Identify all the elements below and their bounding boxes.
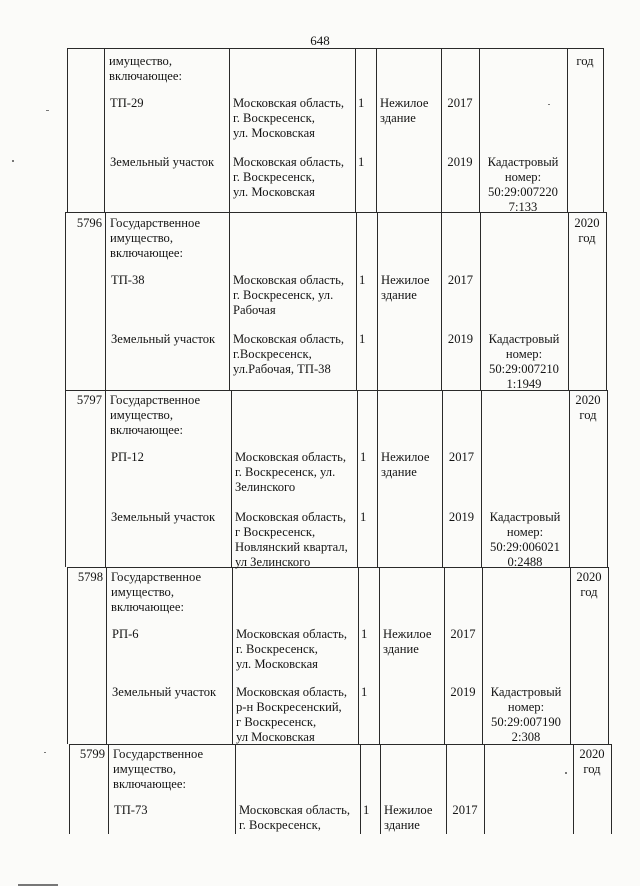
item-address: Московская область, г. Воскресенск, ул. Рабочая — [233, 273, 345, 317]
item-year: 2017 — [452, 803, 478, 817]
column-rule — [356, 212, 357, 390]
column-rule — [380, 744, 381, 834]
scan-speck — [12, 160, 14, 162]
item-year: 2019 — [447, 332, 474, 346]
record-period: 2020 год — [575, 393, 601, 422]
scan-speck — [548, 104, 550, 105]
item-type: Нежилое здание — [381, 273, 430, 302]
column-rule — [358, 567, 359, 744]
column-rule — [379, 567, 380, 744]
scan-speck — [46, 110, 49, 111]
record-period: 2020 год — [576, 570, 602, 599]
item-type: Нежилое здание — [384, 803, 433, 832]
item-quantity: 1 — [361, 627, 368, 641]
column-rule — [229, 212, 230, 390]
item-year: 2017 — [447, 96, 473, 110]
column-rule — [446, 744, 447, 834]
column-rule — [568, 212, 569, 390]
item-quantity: 1 — [363, 803, 370, 817]
item-quantity: 1 — [359, 332, 366, 346]
column-rule — [357, 390, 358, 567]
item-name: Земельный участок — [111, 510, 216, 524]
column-rule — [603, 48, 604, 212]
item-name: Земельный участок — [112, 685, 217, 699]
column-rule — [611, 744, 612, 834]
column-rule — [105, 212, 106, 390]
item-address: Московская область, г. Воскресенск, — [239, 803, 351, 832]
item-year: 2019 — [447, 155, 473, 169]
item-year: 2019 — [448, 510, 475, 524]
page-number: 648 — [310, 33, 330, 48]
item-address: Московская область, г. Воскресенск, ул. Зелинского — [235, 450, 347, 494]
column-rule — [360, 744, 361, 834]
column-rule — [376, 48, 377, 212]
scan-speck — [565, 772, 567, 774]
column-rule — [65, 390, 66, 567]
item-address: Московская область, р-н Воскресенский, г Воскресенск, ул Московская — [236, 685, 348, 744]
column-rule — [479, 48, 480, 212]
column-rule — [569, 390, 570, 567]
item-cadastral: Кадастровый номер: 50:29:007210 1:1949 — [488, 332, 560, 391]
record-period: 2020 год — [574, 216, 600, 245]
column-rule — [570, 567, 571, 744]
column-rule — [104, 48, 105, 212]
column-rule — [67, 48, 68, 212]
item-quantity: 1 — [361, 685, 368, 699]
item-address: Московская область, г. Воскресенск, ул. Московская — [233, 155, 345, 199]
item-name: РП-12 — [111, 450, 144, 464]
item-cadastral: Кадастровый номер: 50:29:006021 0:2488 — [489, 510, 561, 569]
item-year: 2017 — [448, 450, 475, 464]
item-address: Московская область, г. Воскресенск, ул. Московская — [233, 96, 345, 140]
column-rule — [606, 212, 607, 390]
column-rule — [67, 567, 68, 744]
record-header: Государственное имущество, включающее: — [111, 570, 202, 614]
item-name: ТП-73 — [114, 803, 148, 817]
item-address: Московская область, г.Воскресенск, ул.Рабочая, ТП-38 — [233, 332, 345, 376]
column-rule — [567, 48, 568, 212]
item-quantity: 1 — [360, 510, 367, 524]
item-type: Нежилое здание — [383, 627, 432, 656]
column-rule — [232, 567, 233, 744]
column-rule — [573, 744, 574, 834]
record-header: Государственное имущество, включающее: — [110, 216, 201, 260]
column-rule — [482, 567, 483, 744]
item-quantity: 1 — [358, 96, 365, 110]
item-quantity: 1 — [358, 155, 365, 169]
item-year: 2019 — [450, 685, 476, 699]
column-rule — [229, 48, 230, 212]
item-cadastral: Кадастровый номер: 50:29:007190 2:308 — [490, 685, 562, 744]
item-quantity: 1 — [359, 273, 366, 287]
record-number: 5797 — [76, 393, 102, 407]
column-rule — [484, 744, 485, 834]
record-header: Государственное имущество, включающее: — [113, 747, 204, 791]
item-year: 2017 — [447, 273, 474, 287]
item-name: Земельный участок — [110, 155, 215, 169]
record-period: год — [576, 54, 594, 68]
column-rule — [231, 390, 232, 567]
column-rule — [608, 567, 609, 744]
record-number: 5798 — [77, 570, 103, 584]
scan-speck — [44, 752, 46, 753]
column-rule — [235, 744, 236, 834]
item-cadastral: Кадастровый номер: 50:29:007220 7:133 — [487, 155, 559, 214]
table-rule — [67, 48, 603, 49]
column-rule — [355, 48, 356, 212]
record-period: 2020 год — [579, 747, 605, 776]
record-number: 5799 — [79, 747, 105, 761]
record-header: Государственное имущество, включающее: — [110, 393, 201, 437]
column-rule — [481, 390, 482, 567]
column-rule — [607, 390, 608, 567]
item-type: Нежилое здание — [380, 96, 429, 125]
item-year: 2017 — [450, 627, 476, 641]
column-rule — [480, 212, 481, 390]
column-rule — [65, 212, 66, 390]
item-name: ТП-29 — [110, 96, 144, 110]
column-rule — [106, 567, 107, 744]
item-name: Земельный участок — [111, 332, 216, 346]
column-rule — [108, 744, 109, 834]
column-rule — [441, 48, 442, 212]
column-rule — [444, 567, 445, 744]
column-rule — [442, 390, 443, 567]
item-name: ТП-38 — [111, 273, 145, 287]
column-rule — [377, 212, 378, 390]
column-rule — [377, 390, 378, 567]
item-address: Московская область, г Воскресенск, Новлянский квартал, ул Зелинского — [235, 510, 348, 569]
item-quantity: 1 — [360, 450, 367, 464]
column-rule — [69, 744, 70, 834]
column-rule — [105, 390, 106, 567]
record-header: имущество, включающее: — [109, 54, 182, 83]
item-type: Нежилое здание — [381, 450, 430, 479]
column-rule — [441, 212, 442, 390]
record-number: 5796 — [76, 216, 102, 230]
item-name: РП-6 — [112, 627, 139, 641]
item-address: Московская область, г. Воскресенск, ул. Московская — [236, 627, 348, 671]
